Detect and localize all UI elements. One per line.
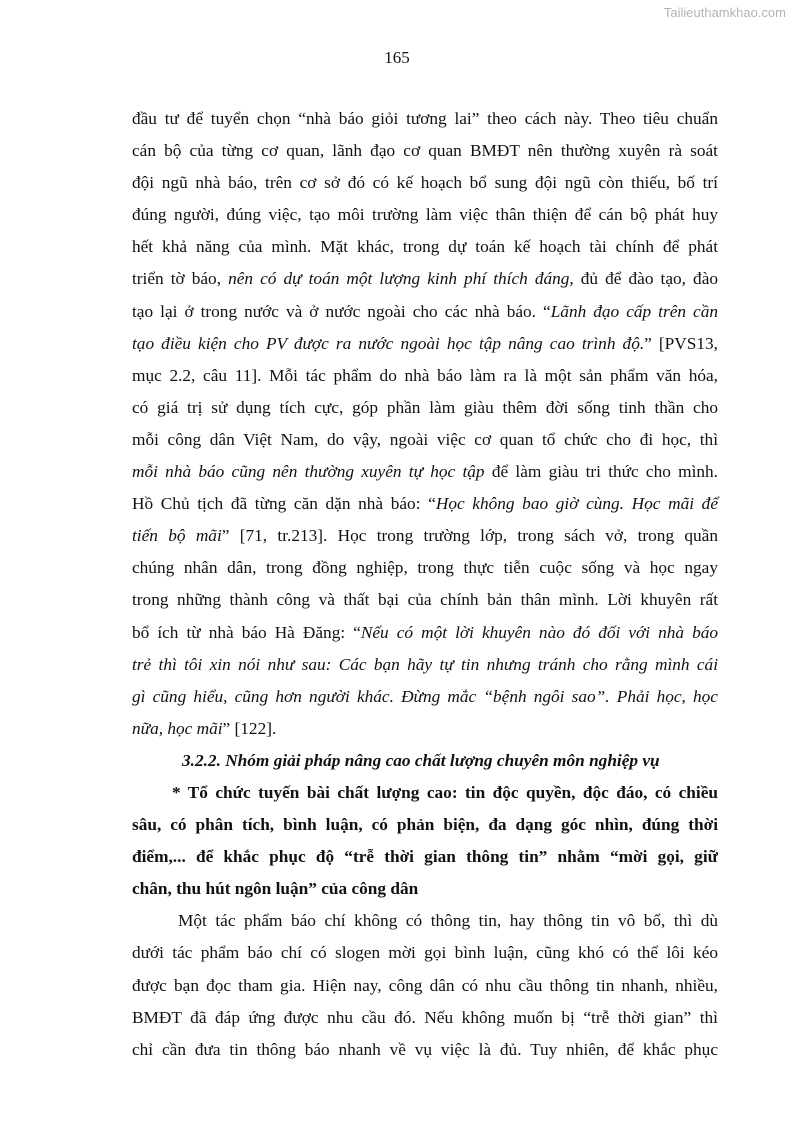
text-run: bổ ích từ nhà báo Hà Đăng: “: [132, 622, 361, 642]
text-line: [132, 520, 718, 552]
text-line: [132, 617, 718, 649]
text-line: mục 2.2, câu 11]. Mỗi tác phẩm do nhà báo làm ra là một sản phẩm văn hóa,: [132, 365, 718, 385]
text-run: để làm giàu tri thức cho mình.: [484, 462, 718, 482]
text-line: được bạn đọc tham gia. Hiện nay, công dân có nhu cầu thông tin nhanh, nhiều,: [132, 975, 718, 995]
text-line: [132, 713, 718, 745]
heading-line: sâu, có phân tích, bình luận, có phản biện, đa dạng góc nhìn, đúng thời: [132, 815, 718, 835]
text-line: [132, 456, 718, 488]
heading-line: * Tổ chức tuyến bài chất lượng cao: tin độc quyền, độc đáo, có chiều: [172, 782, 718, 802]
text-run: triển tờ báo,: [132, 269, 229, 289]
text-line: có giá trị sử dụng tích cực, góp phần làm giàu thêm đời sống tinh thần cho: [132, 397, 718, 417]
text-run: tạo lại ở trong nước và ở nước ngoài cho các nhà báo. “: [132, 301, 551, 321]
text-line: đúng người, đúng việc, tạo môi trường làm việc thân thiện để cán bộ phát huy: [132, 205, 718, 225]
italic-run: tạo điều kiện cho PV được ra nước ngoài học tập nâng cao trình độ.: [132, 333, 645, 353]
italic-run: mỗi nhà báo cũng nên thường xuyên tự học tập: [132, 462, 485, 482]
text-run: ” [71, tr.213]. Học trong trường lớp, trong sách vở, trong quần: [221, 526, 718, 546]
page-body: [132, 103, 718, 1066]
text-line: chỉ cần đưa tin thông báo nhanh về vụ việc là đủ. Tuy nhiên, để khắc phục: [132, 1039, 718, 1059]
text-line: chúng nhân dân, trong đồng nghiệp, trong thực tiễn cuộc sống và học ngay: [132, 558, 718, 578]
text-line: [132, 296, 718, 328]
text-line: hết khả năng của mình. Mặt khác, trong dự toán kế hoạch tài chính để phát: [132, 237, 718, 257]
paragraph-1: [132, 103, 718, 745]
italic-run: “bệnh ngôi sao”: [483, 686, 606, 706]
text-run: đủ để đào tạo, đào: [573, 269, 719, 289]
watermark: Tailieuthamkhao.com: [663, 5, 786, 20]
heading-line: chân, thu hút ngôn luận” của công dân: [132, 879, 419, 899]
paragraph-2: [132, 905, 718, 1065]
italic-run: Nếu có một lời khuyên nào đó đối với nhà báo: [360, 622, 718, 642]
text-line: trẻ thì tôi xin nói như sau: Các bạn hãy tự tin nhưng tránh cho rằng mình cái: [132, 654, 718, 674]
text-line: cán bộ của từng cơ quan, lãnh đạo cơ quan BMĐT nên thường xuyên rà soát: [132, 141, 718, 161]
text-line: [132, 263, 718, 295]
italic-run: . Phải học, học: [605, 686, 718, 706]
text-line: đội ngũ nhà báo, trên cơ sở đó có kế hoạch bổ sung đội ngũ còn thiếu, bố trí: [132, 173, 718, 193]
text-line: [132, 328, 718, 360]
text-line: [132, 488, 718, 520]
text-run: ” [122].: [222, 718, 277, 738]
italic-run: Lãnh đạo cấp trên cần: [550, 301, 718, 321]
text-run: Hồ Chủ tịch đã từng căn dặn nhà báo: “: [132, 494, 436, 514]
text-line: [132, 681, 718, 713]
text-line: dưới tác phẩm báo chí có slogen mời gọi bình luận, cũng khó có thể lôi kéo: [132, 943, 718, 963]
text-line: đầu tư để tuyển chọn “nhà báo giỏi tương lai” theo cách này. Theo tiêu chuẩn: [132, 109, 718, 128]
section-heading: 3.2.2. Nhóm giải pháp nâng cao chất lượng chuyên môn nghiệp vụ: [182, 750, 660, 770]
text-line: trong những thành công và thất bại của chính bản thân mình. Lời khuyên rất: [132, 590, 718, 610]
italic-run: gì cũng hiểu, cũng hơn người khác. Đừng mắc: [132, 686, 484, 706]
italic-run: nữa, học mãi: [132, 718, 223, 738]
text-line: Một tác phẩm báo chí không có thông tin, hay thông tin vô bổ, thì dù: [178, 911, 718, 931]
text-line: BMĐT đã đáp ứng được nhu cầu đó. Nếu không muốn bị “trễ thời gian” thì: [132, 1007, 718, 1027]
bold-heading: [132, 777, 718, 905]
italic-run: tiến bộ mãi: [132, 526, 222, 546]
text-run: ” [PVS13,: [644, 333, 718, 353]
heading-line: điểm,... để khắc phục độ “trễ thời gian thông tin” nhằm “mời gọi, giữ: [132, 847, 718, 867]
text-line: mỗi công dân Việt Nam, do vậy, ngoài việc cơ quan tổ chức cho đi học, thì: [132, 429, 718, 449]
italic-run: Học không bao giờ cùng. Học mãi để: [435, 494, 718, 514]
page-number: 165: [384, 48, 410, 67]
italic-run: nên có dự toán một lượng kinh phí thích đáng,: [228, 269, 574, 289]
